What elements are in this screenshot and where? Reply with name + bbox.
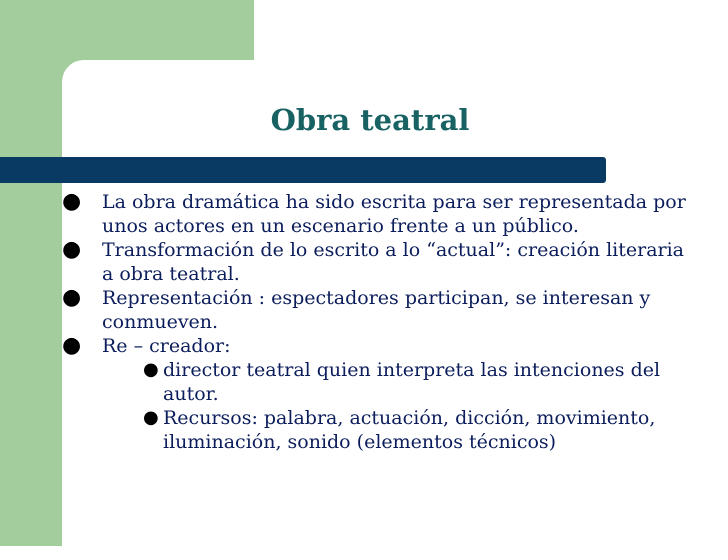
slide-title: Obra teatral [270,103,470,137]
sub-bullet-dot-icon: ● [143,359,159,380]
title-divider-bar [0,157,606,183]
bullet-text: Transformación de lo escrito a lo “actual”: creación literaria a obra teatral. [102,239,685,285]
bullet-dot-icon: ● [62,333,82,358]
bullet-item [0,190,700,238]
bullet-text: La obra dramática ha sido escrita para ser representada por unos actores en un escenario frente a un público. [102,191,686,237]
sub-bullet-dot-icon: ● [143,407,159,428]
sub-bullet-text: director teatral quien interpreta las intenciones del autor. [163,359,661,405]
sub-bullet-item [0,406,700,454]
sub-bullet-text: Recursos: palabra, actuación, dicción, movimiento, iluminación, sonido (elementos técnicos) [163,407,656,453]
bullet-item [0,238,700,286]
bullet-item [0,286,700,334]
bullet-text: Re – creador: [102,335,231,357]
bullet-text: Representación : espectadores participan, se interesan y conmueven. [102,287,651,333]
bullet-item [0,334,700,358]
sub-bullet-item [0,358,700,406]
bullet-dot-icon: ● [62,237,82,262]
bullet-dot-icon: ● [62,189,82,214]
bullet-dot-icon: ● [62,285,82,310]
bullet-list [0,190,700,454]
